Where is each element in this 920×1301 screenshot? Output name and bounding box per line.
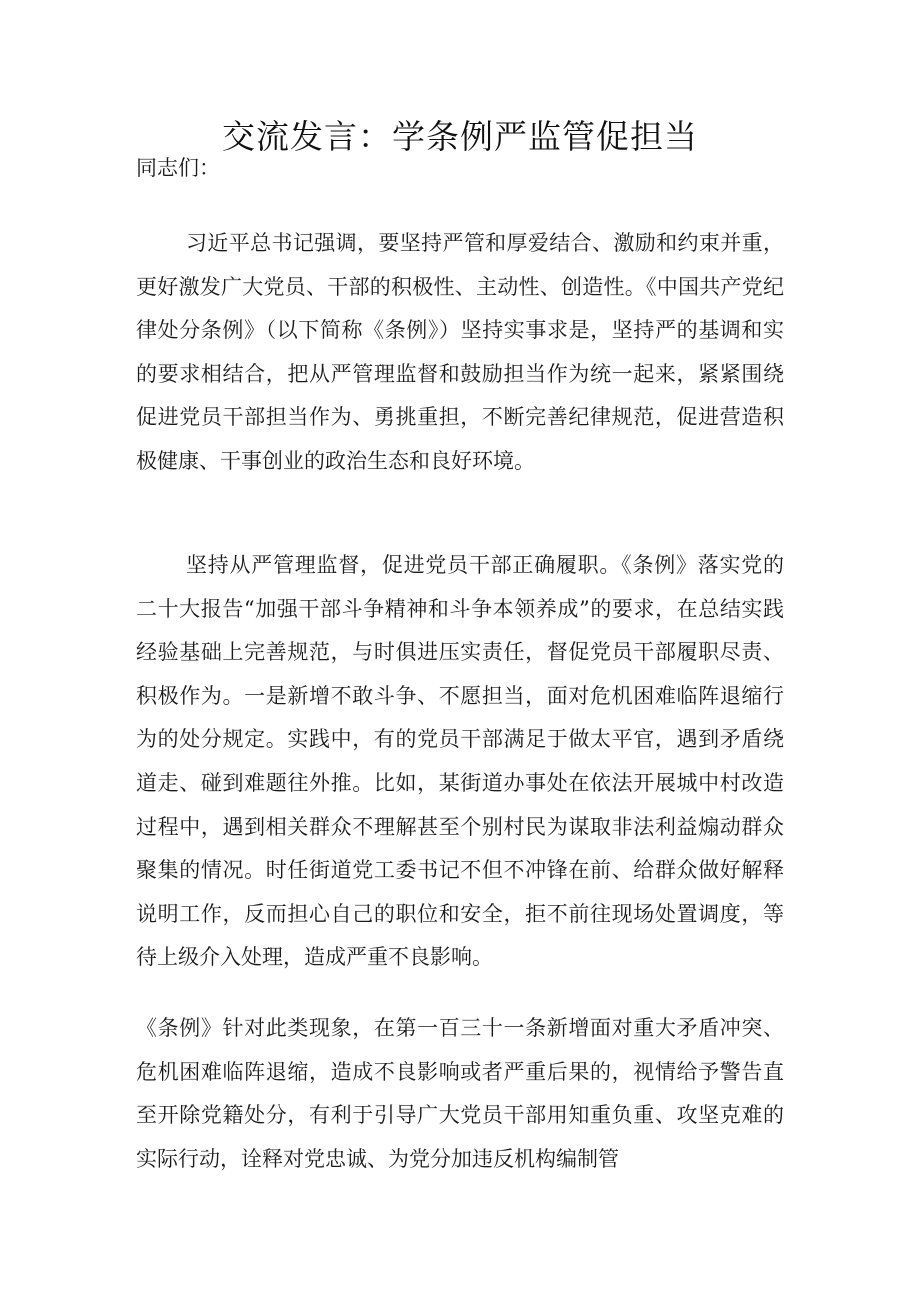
paragraph-3: 《条例》针对此类现象，在第一百三十一条新增面对重大矛盾冲突、危机困难临阵退缩，造成不良影响或者严重后果的，视情给予警告直至开除党籍处分，有利于引导广大党员干部用知重负重、攻坚克难的实际行动，诠释对党忠诚、为党分加违反机构编制管	[136, 1016, 784, 1171]
paragraph-1: 习近平总书记强调，要坚持严管和厚爱结合、激励和约束并重，更好激发广大党员、干部的积极性、主动性、创造性。《中国共产党纪律处分条例》（以下简称《条例》）坚持实事求是，坚持严的基调和实的要求相结合，把从严管理监督和鼓励担当作为统一起来，紧紧围绕促进党员干部担当作为、勇挑重担，不断完善纪律规范，促进营造积极健康、干事创业的政治生态和良好环境。	[136, 231, 784, 473]
document-title: 交流发言：学条例严监管促担当	[222, 117, 698, 156]
salutation: 同志们：	[136, 156, 220, 180]
paragraph-2: 坚持从严管理监督，促进党员干部正确履职。《条例》落实党的二十大报告“加强干部斗争精神和斗争本领养成”的要求，在总结实践经验基础上完善规范，与时俱进压实责任，督促党员干部履职尽责、积极作为。一是新增不敢斗争、不愿担当，面对危机困难临阵退缩行为的处分规定。实践中，有的党员干部满足于做太平官，遇到矛盾绕道走、碰到难题往外推。比如，某街道办事处在依法开展城中村改造过程中，遇到相关群众不理解甚至个别村民为谋取非法利益煽动群众聚集的情况。时任街道党工委书记不但不冲锋在前、给群众做好解释说明工作，反而担心自己的职位和安全，拒不前往现场处置调度，等待上级介入处理，造成严重不良影响。	[136, 553, 784, 970]
